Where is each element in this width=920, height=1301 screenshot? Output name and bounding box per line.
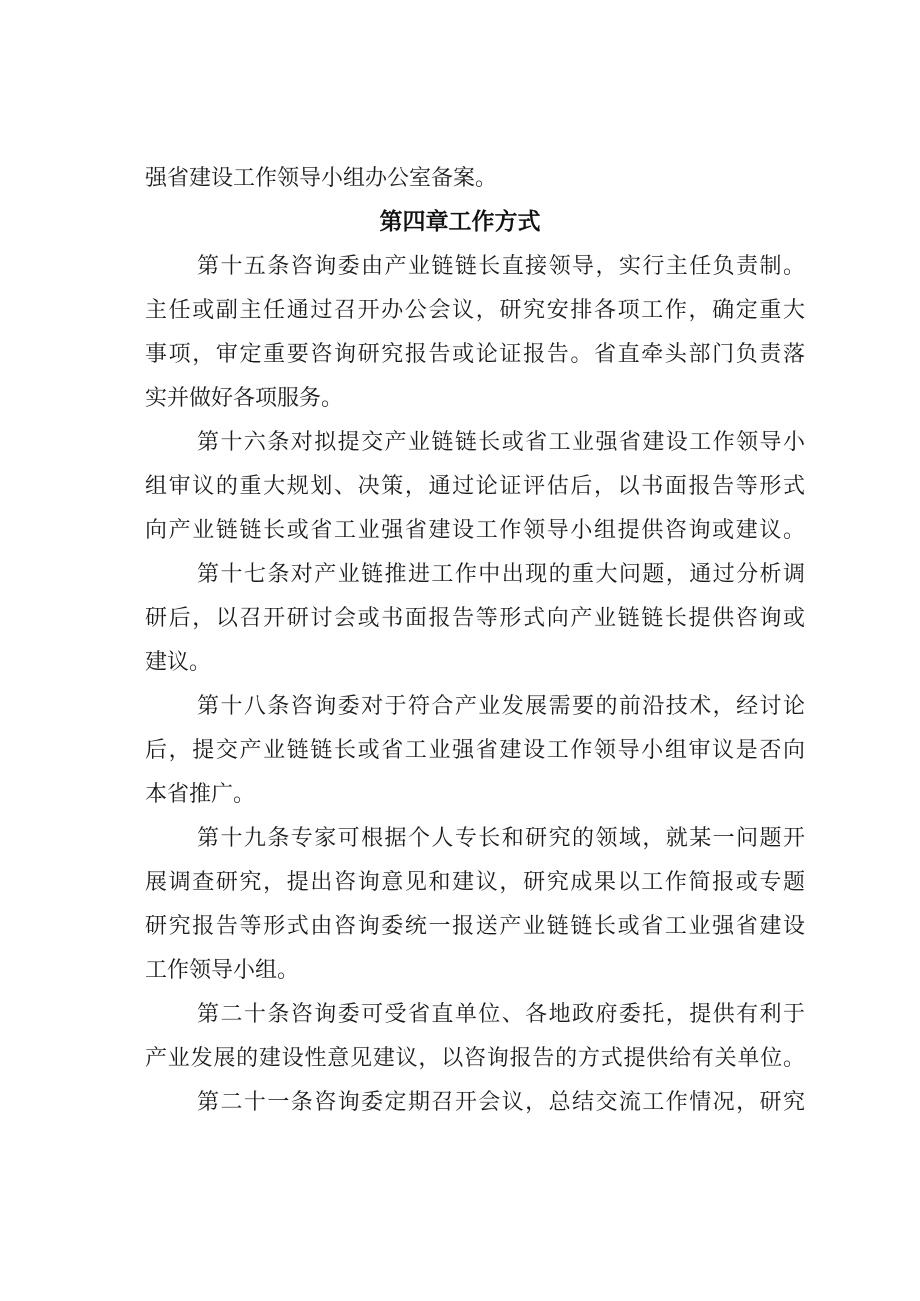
- article-19-line-1: 第十九条专家可根据个人专长和研究的领域，就某一问题开: [197, 826, 805, 851]
- article-15-line-3: 事项，审定重要咨询研究报告或论证报告。省直牵头部门负责落: [145, 342, 805, 367]
- article-19-line-4: 工作领导小组。: [145, 958, 300, 983]
- article-17-line-1: 第十七条对产业链推进工作中出现的重大问题，通过分析调: [197, 562, 805, 587]
- article-20-line-2: 产业发展的建设性意见建议，以咨询报告的方式提供给有关单位。: [145, 1046, 805, 1071]
- article-18-line-3: 本省推广。: [145, 782, 256, 807]
- article-20-line-1: 第二十条咨询委可受省直单位、各地政府委托，提供有利于: [197, 1002, 805, 1027]
- article-19-line-2: 展调查研究，提出咨询意见和建议，研究成果以工作简报或专题: [145, 870, 805, 895]
- article-17-line-2: 研后，以召开研讨会或书面报告等形式向产业链链长提供咨询或: [145, 606, 805, 631]
- chapter-heading: 第四章工作方式: [379, 209, 541, 235]
- article-15-line-1: 第十五条咨询委由产业链链长直接领导，实行主任负责制。: [197, 254, 805, 279]
- continuation-line: 强省建设工作领导小组办公室备案。: [145, 166, 498, 191]
- article-21-line-1: 第二十一条咨询委定期召开会议，总结交流工作情况，研究: [197, 1090, 805, 1115]
- article-16-line-2: 组审议的重大规划、决策，通过论证评估后，以书面报告等形式: [145, 474, 805, 499]
- article-17-line-3: 建议。: [145, 650, 212, 675]
- article-16-line-3: 向产业链链长或省工业强省建设工作领导小组提供咨询或建议。: [145, 518, 805, 543]
- article-18-line-1: 第十八条咨询委对于符合产业发展需要的前沿技术，经讨论: [197, 694, 805, 719]
- article-15-line-2: 主任或副主任通过召开办公会议，研究安排各项工作，确定重大: [145, 298, 805, 323]
- article-19-line-3: 研究报告等形式由咨询委统一报送产业链链长或省工业强省建设: [145, 914, 805, 939]
- article-15-line-4: 实并做好各项服务。: [145, 386, 344, 411]
- article-16-line-1: 第十六条对拟提交产业链链长或省工业强省建设工作领导小: [197, 430, 805, 455]
- article-18-line-2: 后，提交产业链链长或省工业强省建设工作领导小组审议是否向: [145, 738, 805, 763]
